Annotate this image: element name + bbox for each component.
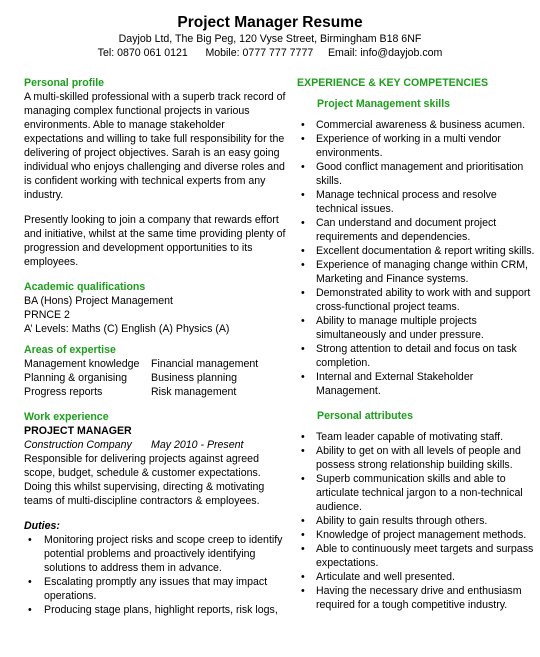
resume-header: [0, 14, 540, 60]
academic-item: BA (Hons) Project Management: [24, 295, 173, 307]
duties-list: [24, 533, 286, 617]
expertise-item: Risk management: [151, 386, 237, 398]
list-item: • Ability to get on with all levels of people and possess strong relationship building skills.: [297, 444, 537, 472]
list-item: • Demonstrated ability to work with and support cross-functional project teams.: [297, 286, 537, 314]
job-company: Construction Company: [24, 439, 132, 451]
job-dates: May 2010 - Present: [151, 439, 244, 451]
list-item: • Having the necessary drive and enthusiasm required for a tough competitive industry.: [297, 584, 537, 612]
competencies-heading: EXPERIENCE & KEY COMPETENCIES: [297, 77, 489, 89]
job-paragraph-1: Responsible for delivering projects against agreed scope, budget, schedule & customer expectations.: [24, 453, 261, 479]
duties-heading: Duties:: [24, 520, 60, 532]
job-meta: [24, 438, 286, 452]
profile-paragraph-1: A multi-skilled professional with a superb track record of managing complex functional projects in various environments. Able to manage stakeholder expectations and willing to take full responsibility for the delivering of project objectives. Sarah is an easy going individual who enjoys challenging and diverse roles and is confident working with technical experts from any industry.: [24, 91, 286, 201]
profile-paragraph-2: Presently looking to join a company that rewards effort and initiative, whilst at the same time providing plenty of progression and development opportunities to its employees.: [24, 214, 286, 268]
pm-skills-heading: Project Management skills: [317, 98, 451, 110]
expertise-row: [24, 371, 286, 385]
list-item: • Able to continuously meet targets and surpass expectations.: [297, 542, 537, 570]
pm-skills-list: [297, 118, 537, 398]
expertise-item: Financial management: [151, 358, 259, 370]
expertise-item: Management knowledge: [24, 358, 140, 370]
list-item: • Ability to gain results through others.: [297, 514, 537, 528]
list-item: • Team leader capable of motivating staff.: [297, 430, 537, 444]
job-paragraph-2: Doing this whilst supervising, directing & motivating teams of multi-discipline contractors & employees.: [24, 481, 265, 507]
left-column: [24, 76, 286, 617]
personal-attributes-heading: Personal attributes: [317, 410, 413, 422]
list-item: • Strong attention to detail and focus on task completion.: [297, 342, 537, 370]
list-item: • Can understand and document project requirements and dependencies.: [297, 216, 537, 244]
academic-item: A’ Levels: Maths (C) English (A) Physics (A): [24, 323, 230, 335]
address-line: Dayjob Ltd, The Big Peg, 120 Vyse Street, Birmingham B18 6NF: [118, 33, 422, 45]
list-item: • Producing stage plans, highlight reports, risk logs,: [24, 603, 286, 617]
expertise-item: Progress reports: [24, 386, 103, 398]
academic-item: PRNCE 2: [24, 309, 70, 321]
contact-line: Tel: 0870 061 0121 Mobile: 0777 777 7777 Email: info@dayjob.com: [97, 47, 443, 59]
expertise-row: [24, 357, 286, 371]
list-item: • Commercial awareness & business acumen.: [297, 118, 537, 132]
list-item: • Manage technical process and resolve technical issues.: [297, 188, 537, 216]
list-item: • Internal and External Stakeholder Management.: [297, 370, 537, 398]
list-item: • Excellent documentation & report writing skills.: [297, 244, 537, 258]
list-item: • Knowledge of project management methods.: [297, 528, 537, 542]
work-experience-heading: Work experience: [24, 411, 109, 423]
list-item: • Articulate and well presented.: [297, 570, 537, 584]
expertise-item: Planning & organising: [24, 372, 128, 384]
list-item: • Ability to manage multiple projects simultaneously and under pressure.: [297, 314, 537, 342]
list-item: • Experience of managing change within CRM, Marketing and Finance systems.: [297, 258, 537, 286]
page-title: Project Manager Resume: [177, 14, 363, 31]
expertise-heading: Areas of expertise: [24, 344, 116, 356]
list-item: • Escalating promptly any issues that may impact operations.: [24, 575, 286, 603]
expertise-row: [24, 385, 286, 399]
right-column: [297, 76, 537, 612]
academic-heading: Academic qualifications: [24, 281, 146, 293]
expertise-item: Business planning: [151, 372, 237, 384]
attributes-list: [297, 430, 537, 612]
job-title: PROJECT MANAGER: [24, 425, 132, 437]
list-item: • Experience of working in a multi vendor environments.: [297, 132, 537, 160]
personal-profile-heading: Personal profile: [24, 77, 105, 89]
list-item: • Superb communication skills and able to articulate technical jargon to a non-technical audience.: [297, 472, 537, 514]
list-item: • Monitoring project risks and scope creep to identify potential problems and proactively identifying solutions to address them in advance.: [24, 533, 286, 575]
list-item: • Good conflict management and prioritisation skills.: [297, 160, 537, 188]
